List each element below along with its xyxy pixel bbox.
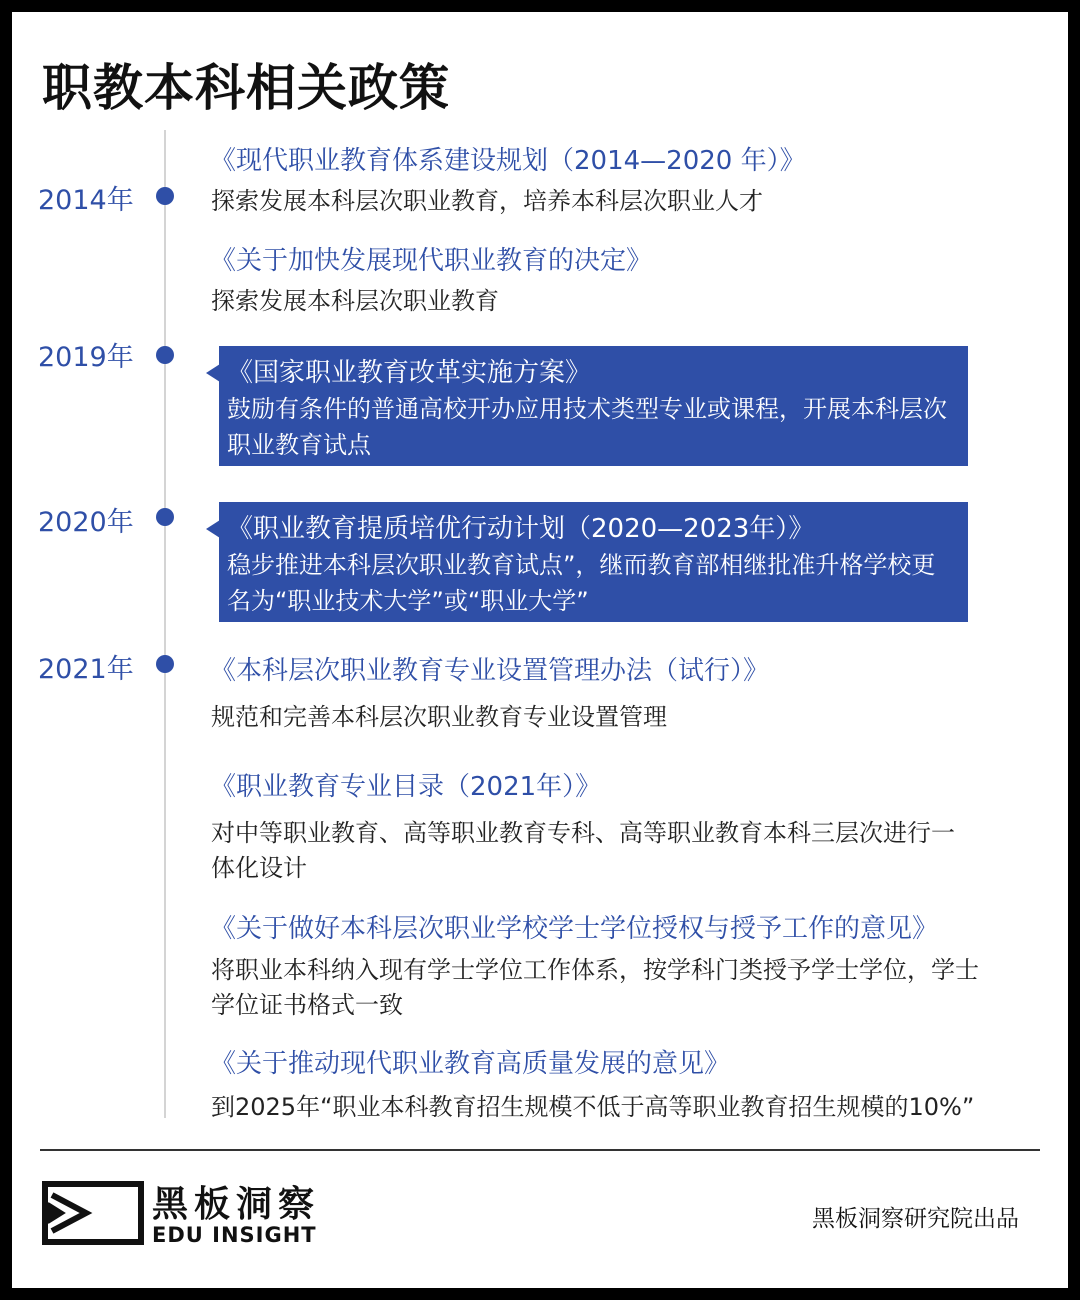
policy-description: 探索发展本科层次职业教育 bbox=[211, 287, 499, 315]
callout-pointer bbox=[206, 520, 220, 538]
page-title: 职教本科相关政策 bbox=[42, 59, 450, 117]
year-2021: 2021年 bbox=[38, 654, 134, 685]
logo-text-cn: 黑板洞察 bbox=[152, 1184, 321, 1225]
policy-description: 对中等职业教育、高等职业教育专科、高等职业教育本科三层次进行一体化设计 bbox=[211, 819, 955, 882]
policy-title: 《职业教育提质培优行动计划（2020—2023年）》 bbox=[227, 514, 815, 544]
timeline-dot-2014 bbox=[156, 187, 174, 205]
year-2020: 2020年 bbox=[38, 507, 134, 538]
policy-title: 《关于加快发展现代职业教育的决定》 bbox=[210, 246, 653, 276]
year-2014: 2014年 bbox=[38, 185, 134, 216]
source-credit: 黑板洞察研究院出品 bbox=[812, 1206, 1019, 1232]
timeline-dot-2019 bbox=[156, 346, 174, 364]
timeline-line bbox=[164, 130, 166, 1118]
policy-description: 将职业本科纳入现有学士学位工作体系，按学科门类授予学士学位，学士学位证书格式一致 bbox=[211, 956, 979, 1019]
content-panel bbox=[12, 12, 1068, 1288]
callout-pointer bbox=[206, 364, 220, 382]
highlight-box-2020 bbox=[219, 502, 968, 622]
policy-title: 《现代职业教育体系建设规划（2014—2020 年）》 bbox=[210, 146, 806, 176]
edu-insight-logo-icon bbox=[42, 1181, 144, 1249]
policy-title: 《国家职业教育改革实施方案》 bbox=[227, 358, 592, 388]
policy-title: 《关于推动现代职业教育高质量发展的意见》 bbox=[210, 1049, 731, 1079]
policy-description: 探索发展本科层次职业教育，培养本科层次职业人才 bbox=[211, 187, 763, 215]
policy-description: 稳步推进本科层次职业教育试点”，继而教育部相继批准升格学校更名为“职业技术大学”或“职业大学” bbox=[227, 551, 936, 615]
year-2019: 2019年 bbox=[38, 342, 134, 373]
logo-text-en: EDU INSIGHT bbox=[152, 1223, 317, 1247]
policy-description: 到2025年“职业本科教育招生规模不低于高等职业教育招生规模的10%” bbox=[211, 1093, 975, 1121]
highlight-box-2019 bbox=[219, 346, 968, 466]
policy-title: 《职业教育专业目录（2021年）》 bbox=[210, 772, 602, 802]
policy-description: 规范和完善本科层次职业教育专业设置管理 bbox=[211, 703, 667, 731]
timeline-dot-2021 bbox=[156, 655, 174, 673]
footer-divider bbox=[40, 1149, 1040, 1151]
policy-title: 《本科层次职业教育专业设置管理办法（试行）》 bbox=[210, 656, 770, 686]
timeline-dot-2020 bbox=[156, 508, 174, 526]
policy-description: 鼓励有条件的普通高校开办应用技术类型专业或课程，开展本科层次职业教育试点 bbox=[227, 395, 947, 459]
policy-title: 《关于做好本科层次职业学校学士学位授权与授予工作的意见》 bbox=[210, 914, 939, 944]
